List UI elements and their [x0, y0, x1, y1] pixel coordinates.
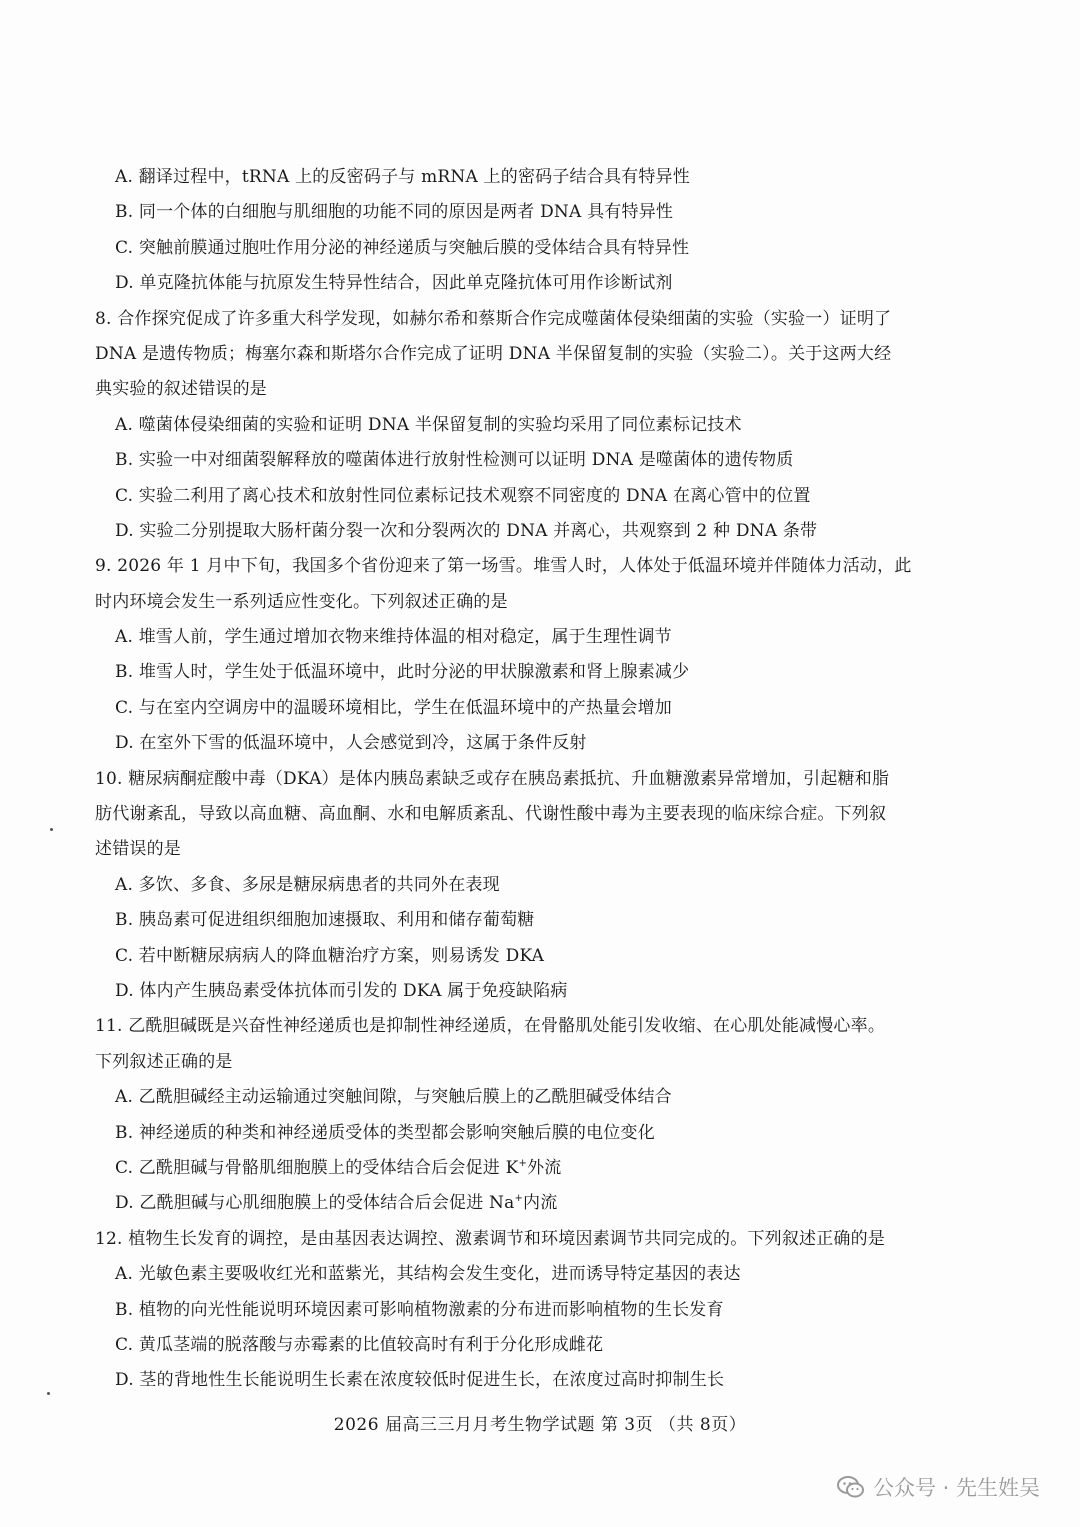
q11-option-b: B. 神经递质的种类和神经递质受体的类型都会影响突触后膜的电位变化	[115, 1122, 655, 1143]
q10-option-d: D. 体内产生胰岛素受体抗体而引发的 DKA 属于免疫缺陷病	[115, 980, 568, 1001]
q10-option-b: B. 胰岛素可促进组织细胞加速摄取、利用和储存葡萄糖	[115, 910, 535, 931]
q8-option-b: B. 实验一中对细菌裂解释放的噬菌体进行放射性检测可以证明 DNA 是噬菌体的遗传物质	[115, 450, 794, 471]
q10-stem-line-3: 述错误的是	[95, 839, 181, 860]
q11-option-d	[95, 1186, 995, 1221]
sodium-charge: +	[514, 1193, 524, 1205]
wechat-icon	[837, 1475, 865, 1499]
q12-option-b: B. 植物的向光性能说明环境因素可影响植物激素的分布进而影响植物的生长发育	[115, 1299, 724, 1320]
q11-option-a: A. 乙酰胆碱经主动运输通过突触间隙，与突触后膜上的乙酰胆碱受体结合	[115, 1087, 672, 1108]
q11-option-c-tail: 外流	[527, 1157, 562, 1178]
q11-stem-line-1: 11. 乙酰胆碱既是兴奋性神经递质也是抑制性神经递质，在骨骼肌处能引发收缩、在心肌处能减慢心率。	[95, 1016, 886, 1037]
scan-speck	[50, 828, 53, 831]
q8-stem-line-1: 8. 合作探究促成了许多重大科学发现，如赫尔希和蔡斯合作完成噬菌体侵染细菌的实验（实验一）证明了	[95, 308, 892, 329]
q11-option-d-text: D. 乙酰胆碱与心肌细胞膜上的受体结合后会促进 Na	[115, 1193, 515, 1214]
q12-option-c: C. 黄瓜茎端的脱落酸与赤霉素的比值较高时有利于分化形成雌花	[115, 1334, 604, 1355]
q11-option-c-text: C. 乙酰胆碱与骨骼肌细胞膜上的受体结合后会促进 K	[115, 1157, 519, 1178]
q7-option-d: D. 单克隆抗体能与抗原发生特异性结合，因此单克隆抗体可用作诊断试剂	[115, 273, 673, 294]
q8-option-d: D. 实验二分别提取大肠杆菌分裂一次和分裂两次的 DNA 并离心，共观察到 2 种 DNA 条带	[115, 520, 818, 541]
q12-option-a: A. 光敏色素主要吸收红光和蓝紫光，其结构会发生变化，进而诱导特定基因的表达	[115, 1264, 741, 1285]
q10-option-c: C. 若中断糖尿病病人的降血糖治疗方案，则易诱发 DKA	[115, 945, 545, 966]
q9-option-b: B. 堆雪人时，学生处于低温环境中，此时分泌的甲状腺激素和肾上腺素减少	[115, 662, 690, 683]
q8-stem-line-2: DNA 是遗传物质；梅塞尔森和斯塔尔合作完成了证明 DNA 半保留复制的实验（实验二）。关于这两大经	[95, 343, 892, 364]
q8-stem-line-3: 典实验的叙述错误的是	[95, 379, 267, 400]
potassium-charge: +	[518, 1157, 528, 1169]
q9-option-a: A. 堆雪人前，学生通过增加衣物来维持体温的相对稳定，属于生理性调节	[115, 627, 672, 648]
watermark-text: 公众号 · 先生姓吴	[872, 1476, 1040, 1500]
scan-speck	[47, 1392, 50, 1395]
q9-option-d: D. 在室外下雪的低温环境中，人会感觉到冷，这属于条件反射	[115, 733, 587, 754]
q9-stem-line-2: 时内环境会发生一系列适应性变化。下列叙述正确的是	[95, 591, 508, 612]
q7-option-a: A. 翻译过程中，tRNA 上的反密码子与 mRNA 上的密码子结合具有特异性	[115, 167, 690, 187]
q7-option-b: B. 同一个体的白细胞与肌细胞的功能不同的原因是两者 DNA 具有特异性	[115, 202, 674, 223]
q9-stem-line-1: 9. 2026 年 1 月中下旬，我国多个省份迎来了第一场雪。堆雪人时，人体处于低温环境并伴随体力活动，此	[95, 556, 912, 577]
watermark	[837, 1472, 1040, 1502]
q10-option-a: A. 多饮、多食、多尿是糖尿病患者的共同外在表现	[115, 874, 500, 895]
q11-stem-line-2: 下列叙述正确的是	[95, 1051, 233, 1072]
page-footer: 2026 届高三三月月考生物学试题 第 3页 （共 8页）	[333, 1415, 747, 1435]
q11-option-d-tail: 内流	[523, 1193, 558, 1214]
q7-option-c: C. 突触前膜通过胞吐作用分泌的神经递质与突触后膜的受体结合具有特异性	[115, 237, 690, 258]
q9-option-c: C. 与在室内空调房中的温暖环境相比，学生在低温环境中的产热量会增加	[115, 697, 673, 718]
q8-option-c: C. 实验二利用了离心技术和放射性同位素标记技术观察不同密度的 DNA 在离心管中的位置	[115, 485, 811, 506]
q11-option-c	[95, 1151, 995, 1186]
q12-stem-line-1: 12. 植物生长发育的调控，是由基因表达调控、激素调节和环境因素调节共同完成的。下列叙述正确的是	[95, 1228, 886, 1249]
q12-option-d: D. 茎的背地性生长能说明生长素在浓度较低时促进生长，在浓度过高时抑制生长	[115, 1370, 725, 1391]
question-content	[95, 160, 995, 1399]
q10-stem-line-2: 肪代谢紊乱，导致以高血糖、高血酮、水和电解质紊乱、代谢性酸中毒为主要表现的临床综合症。下列叙	[95, 804, 887, 825]
q8-option-a: A. 噬菌体侵染细菌的实验和证明 DNA 半保留复制的实验均采用了同位素标记技术	[115, 414, 742, 435]
q10-stem-line-1: 10. 糖尿病酮症酸中毒（DKA）是体内胰岛素缺乏或存在胰岛素抵抗、升血糖激素异常增加，引起糖和脂	[95, 768, 890, 789]
